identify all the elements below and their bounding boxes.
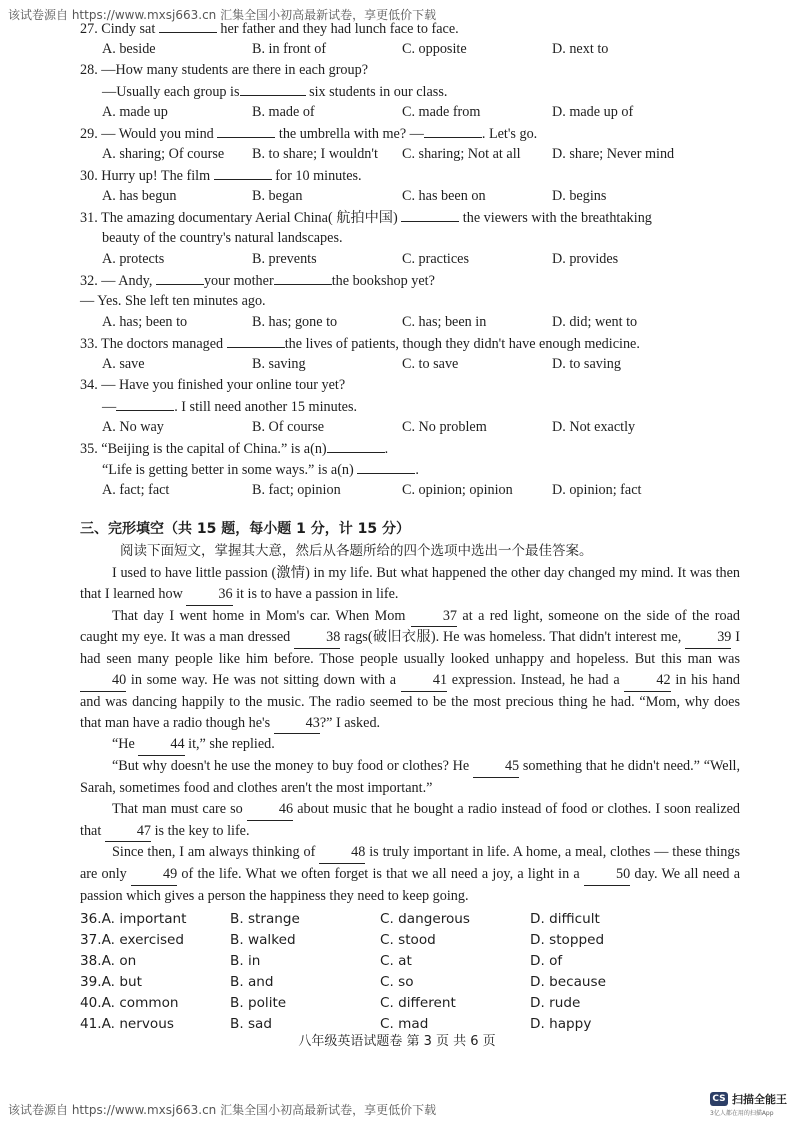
cloze-blank: 46 bbox=[247, 799, 293, 821]
passage-text: something that he didn't need.” “Well, Sarah, sometimes food and clothes aren't the most important.” bbox=[80, 758, 740, 796]
options-27 bbox=[80, 39, 740, 60]
option-d: D. to saving bbox=[552, 356, 621, 372]
passage-text: ?” I asked. bbox=[319, 714, 381, 731]
cloze-option: B. and bbox=[230, 973, 274, 990]
cloze-option: C. different bbox=[380, 994, 456, 1011]
cloze-option: B. in bbox=[230, 952, 261, 969]
cloze-blank: 48 bbox=[319, 842, 365, 864]
question-stem: . I still need another 15 minutes. bbox=[174, 399, 358, 415]
option-c: C. sharing; Not at all bbox=[402, 146, 521, 162]
question-30 bbox=[80, 165, 740, 186]
cloze-blank: 42 bbox=[624, 670, 670, 692]
question-27 bbox=[80, 18, 740, 39]
cloze-option: D. of bbox=[530, 952, 563, 969]
option-d: D. Not exactly bbox=[552, 419, 636, 435]
question-stem: 27. Cindy sat bbox=[80, 21, 159, 37]
cloze-option: 41.A. nervous bbox=[80, 1015, 174, 1032]
passage-text: I used to have little passion (激情) in my life. But what happened the other day changed my mind. It was then that I learned how bbox=[80, 565, 740, 602]
cloze-option: D. stopped bbox=[530, 931, 605, 948]
question-31 bbox=[80, 207, 740, 228]
question-34 bbox=[80, 375, 740, 396]
answer-blank bbox=[424, 123, 482, 138]
passage-paragraph bbox=[80, 842, 740, 906]
question-32-line2 bbox=[80, 291, 740, 312]
option-b: B. saving bbox=[252, 356, 306, 372]
option-b: B. began bbox=[252, 188, 303, 204]
option-d: D. provides bbox=[552, 251, 619, 267]
option-b: B. to share; I wouldn't bbox=[252, 146, 378, 162]
option-b: B. has; gone to bbox=[252, 314, 338, 330]
answer-blank bbox=[116, 396, 174, 411]
section-title: 三、完形填空（共 15 题，每小题 1 分，计 15 分） bbox=[80, 521, 410, 537]
option-a: A. has begun bbox=[102, 188, 177, 204]
logo-subtext: 3亿人都在用的扫描App bbox=[710, 1110, 774, 1117]
question-stem: 33. The doctors managed bbox=[80, 336, 227, 352]
option-c: C. No problem bbox=[402, 419, 487, 435]
option-b: B. prevents bbox=[252, 251, 317, 267]
answer-blank bbox=[274, 270, 332, 285]
cs-logo-icon: CS bbox=[710, 1092, 728, 1106]
question-stem: . bbox=[415, 462, 419, 478]
passage-text: of the life. What we often forget is that we all need a joy, a light in a bbox=[177, 866, 584, 883]
question-stem: 28. —How many students are there in each group? bbox=[80, 62, 368, 78]
question-stem: 30. Hurry up! The film bbox=[80, 168, 214, 184]
option-d: D. begins bbox=[552, 188, 607, 204]
cloze-passage bbox=[80, 563, 740, 907]
option-a: A. has; been to bbox=[102, 314, 188, 330]
cloze-option: C. stood bbox=[380, 931, 436, 948]
option-c: C. made from bbox=[402, 104, 481, 120]
cloze-option: D. happy bbox=[530, 1015, 592, 1032]
passage-text: in some way. He was not sitting down with a bbox=[126, 671, 401, 688]
option-b: B. fact; opinion bbox=[252, 482, 341, 498]
answer-blank bbox=[227, 333, 285, 348]
passage-text: it is to have a passion in life. bbox=[232, 585, 399, 602]
option-c: C. to save bbox=[402, 356, 459, 372]
answer-blank bbox=[214, 165, 272, 180]
watermark-top: 该试卷源自 https://www.mxsj663.cn 汇集全国小初高最新试卷，享更低价下载 bbox=[8, 8, 437, 22]
answer-blank bbox=[156, 270, 204, 285]
scanner-logo bbox=[710, 1091, 787, 1107]
passage-paragraph bbox=[80, 563, 740, 606]
cloze-blank: 41 bbox=[401, 670, 447, 692]
cloze-blank: 47 bbox=[105, 821, 151, 843]
option-b: B. made of bbox=[252, 104, 315, 120]
option-b: B. Of course bbox=[252, 419, 325, 435]
watermark-bottom: 该试卷源自 https://www.mxsj663.cn 汇集全国小初高最新试卷，享更低价下载 bbox=[8, 1103, 437, 1117]
passage-text: day. We all need a passion which gives a person the happiness they need to keep going. bbox=[80, 866, 740, 904]
cloze-option: 40.A. common bbox=[80, 994, 179, 1011]
option-b: B. in front of bbox=[252, 41, 327, 57]
cloze-option: 36.A. important bbox=[80, 910, 187, 927]
option-c: C. practices bbox=[402, 251, 469, 267]
question-stem: 29. — Would you mind bbox=[80, 126, 218, 142]
option-c: C. opposite bbox=[402, 41, 467, 57]
cloze-option: B. walked bbox=[230, 931, 296, 948]
passage-text: I had seen many people like him before. Those people usually looked unhappy and hopeless. But this man was bbox=[80, 629, 740, 668]
passage-text: rags(破旧衣服). He was homeless. That didn't interest me, bbox=[340, 629, 686, 646]
options-32 bbox=[80, 312, 740, 333]
question-stem: the lives of patients, though they didn't have enough medicine. bbox=[284, 336, 640, 352]
cloze-option: C. at bbox=[380, 952, 412, 969]
question-33 bbox=[80, 333, 740, 354]
question-stem: her father and they had lunch face to face. bbox=[216, 21, 459, 37]
option-a: A. save bbox=[102, 356, 145, 372]
passage-text: That man must care so bbox=[112, 800, 247, 817]
question-stem: for 10 minutes. bbox=[271, 168, 362, 184]
option-d: D. did; went to bbox=[552, 314, 638, 330]
question-stem: 31. The amazing documentary Aerial China( 航拍中国) bbox=[80, 210, 402, 226]
passage-paragraph bbox=[80, 734, 740, 756]
question-stem: . Let's go. bbox=[481, 126, 538, 142]
question-stem: “Life is getting better in some ways.” is a(n) bbox=[102, 462, 358, 478]
question-stem: 35. “Beijing is the capital of China.” is a(n) bbox=[80, 441, 327, 457]
option-d: D. opinion; fact bbox=[552, 482, 642, 498]
option-a: A. No way bbox=[102, 419, 164, 435]
cloze-option: D. difficult bbox=[530, 910, 600, 927]
passage-text: about music that he bought a radio instead of food or clothes. I soon realized that bbox=[80, 800, 741, 839]
option-c: C. opinion; opinion bbox=[402, 482, 513, 498]
passage-paragraph bbox=[80, 799, 740, 843]
question-stem: your mother bbox=[203, 273, 274, 289]
question-stem: —Usually each group is bbox=[102, 84, 240, 100]
page-footer: 八年级英语试题卷 第 3 页 共 6 页 bbox=[298, 1034, 496, 1049]
cloze-option: C. dangerous bbox=[380, 910, 471, 927]
options-30 bbox=[80, 186, 740, 207]
question-29 bbox=[80, 123, 740, 144]
question-31-line2 bbox=[80, 228, 740, 249]
option-a: A. sharing; Of course bbox=[102, 146, 225, 162]
cloze-option: C. so bbox=[380, 973, 414, 990]
passage-paragraph bbox=[80, 756, 740, 799]
question-stem: 32. — Andy, bbox=[80, 273, 156, 289]
answer-blank bbox=[327, 438, 385, 453]
passage-text: That day I went home in Mom's car. When Mom bbox=[112, 607, 411, 624]
cloze-blank: 38 bbox=[294, 627, 340, 649]
question-stem: — bbox=[102, 399, 117, 415]
passage-text: Since then, I am always thinking of bbox=[112, 844, 320, 861]
options-35 bbox=[80, 480, 740, 501]
answer-blank bbox=[217, 123, 275, 138]
option-a: A. made up bbox=[102, 104, 168, 120]
cloze-blank: 39 bbox=[685, 627, 731, 649]
question-34-line2 bbox=[80, 396, 740, 417]
option-d: D. share; Never mind bbox=[552, 146, 675, 162]
question-stem: 34. — Have you finished your online tour yet? bbox=[80, 377, 346, 393]
answer-blank bbox=[401, 207, 459, 222]
cloze-blank: 45 bbox=[473, 756, 519, 778]
question-stem: the viewers with the breathtaking bbox=[459, 210, 652, 226]
cloze-blank: 49 bbox=[131, 864, 177, 886]
cloze-options bbox=[80, 909, 740, 1035]
cloze-option: B. strange bbox=[230, 910, 300, 927]
passage-text: is truly important in life. A home, a meal, clothes — these things are only bbox=[80, 844, 740, 883]
passage-text: at a red light, someone on the side of the road caught my eye. It was a man dressed bbox=[80, 607, 740, 646]
cloze-option: 39.A. but bbox=[80, 973, 142, 990]
options-31 bbox=[80, 249, 740, 270]
question-stem: beauty of the country's natural landscapes. bbox=[102, 230, 343, 246]
cloze-option: B. sad bbox=[230, 1015, 273, 1032]
option-c: C. has been on bbox=[402, 188, 486, 204]
option-a: A. beside bbox=[102, 41, 156, 57]
cloze-option: 37.A. exercised bbox=[80, 931, 185, 948]
question-28-line2 bbox=[80, 81, 740, 102]
option-c: C. has; been in bbox=[402, 314, 487, 330]
cloze-option: D. because bbox=[530, 973, 606, 990]
options-28 bbox=[80, 102, 740, 123]
passage-text: “He bbox=[112, 736, 139, 753]
passage-text: expression. Instead, he had a bbox=[447, 671, 625, 688]
logo-text: 扫描全能王 bbox=[732, 1093, 787, 1106]
question-35-line2 bbox=[80, 459, 740, 480]
cloze-blank: 40 bbox=[80, 670, 126, 692]
cloze-blank: 36 bbox=[186, 584, 232, 606]
answer-blank bbox=[159, 18, 217, 33]
cloze-option: D. rude bbox=[530, 994, 581, 1011]
question-35 bbox=[80, 438, 740, 459]
passage-text: is the key to life. bbox=[151, 822, 250, 839]
cloze-option: C. mad bbox=[380, 1015, 429, 1032]
cloze-blank: 50 bbox=[584, 864, 630, 886]
question-stem: . bbox=[384, 441, 389, 457]
option-a: A. protects bbox=[102, 251, 165, 267]
option-d: D. next to bbox=[552, 41, 609, 57]
cloze-blank: 37 bbox=[411, 606, 457, 628]
cloze-blank: 44 bbox=[138, 734, 184, 756]
question-stem: six students in our class. bbox=[305, 84, 448, 100]
options-29 bbox=[80, 144, 740, 165]
section-instruction: 阅读下面短文，掌握其大意，然后从各题所给的四个选项中选出一个最佳答案。 bbox=[120, 543, 593, 559]
exam-content bbox=[80, 18, 740, 1035]
passage-text: it,” she replied. bbox=[184, 736, 275, 753]
passage-text: “But why doesn't he use the money to buy food or clothes? He bbox=[112, 758, 473, 775]
passage-paragraph bbox=[80, 606, 740, 735]
option-d: D. made up of bbox=[552, 104, 634, 120]
question-stem: the bookshop yet? bbox=[331, 273, 435, 289]
options-33 bbox=[80, 354, 740, 375]
answer-blank bbox=[240, 81, 306, 96]
options-34 bbox=[80, 417, 740, 438]
cloze-option: B. polite bbox=[230, 994, 287, 1011]
question-stem: the umbrella with me? — bbox=[275, 126, 424, 142]
question-32 bbox=[80, 270, 740, 291]
cloze-option: 38.A. on bbox=[80, 952, 137, 969]
question-28 bbox=[80, 60, 740, 81]
question-stem: — Yes. She left ten minutes ago. bbox=[80, 293, 266, 309]
passage-text: in his hand and was dancing happily to the music. The radio seemed to be the most precious thing he had. “Mom, why does that man have a radio though he's bbox=[80, 671, 741, 731]
answer-blank bbox=[357, 459, 415, 474]
cloze-blank: 43 bbox=[274, 713, 320, 735]
option-a: A. fact; fact bbox=[102, 482, 170, 498]
